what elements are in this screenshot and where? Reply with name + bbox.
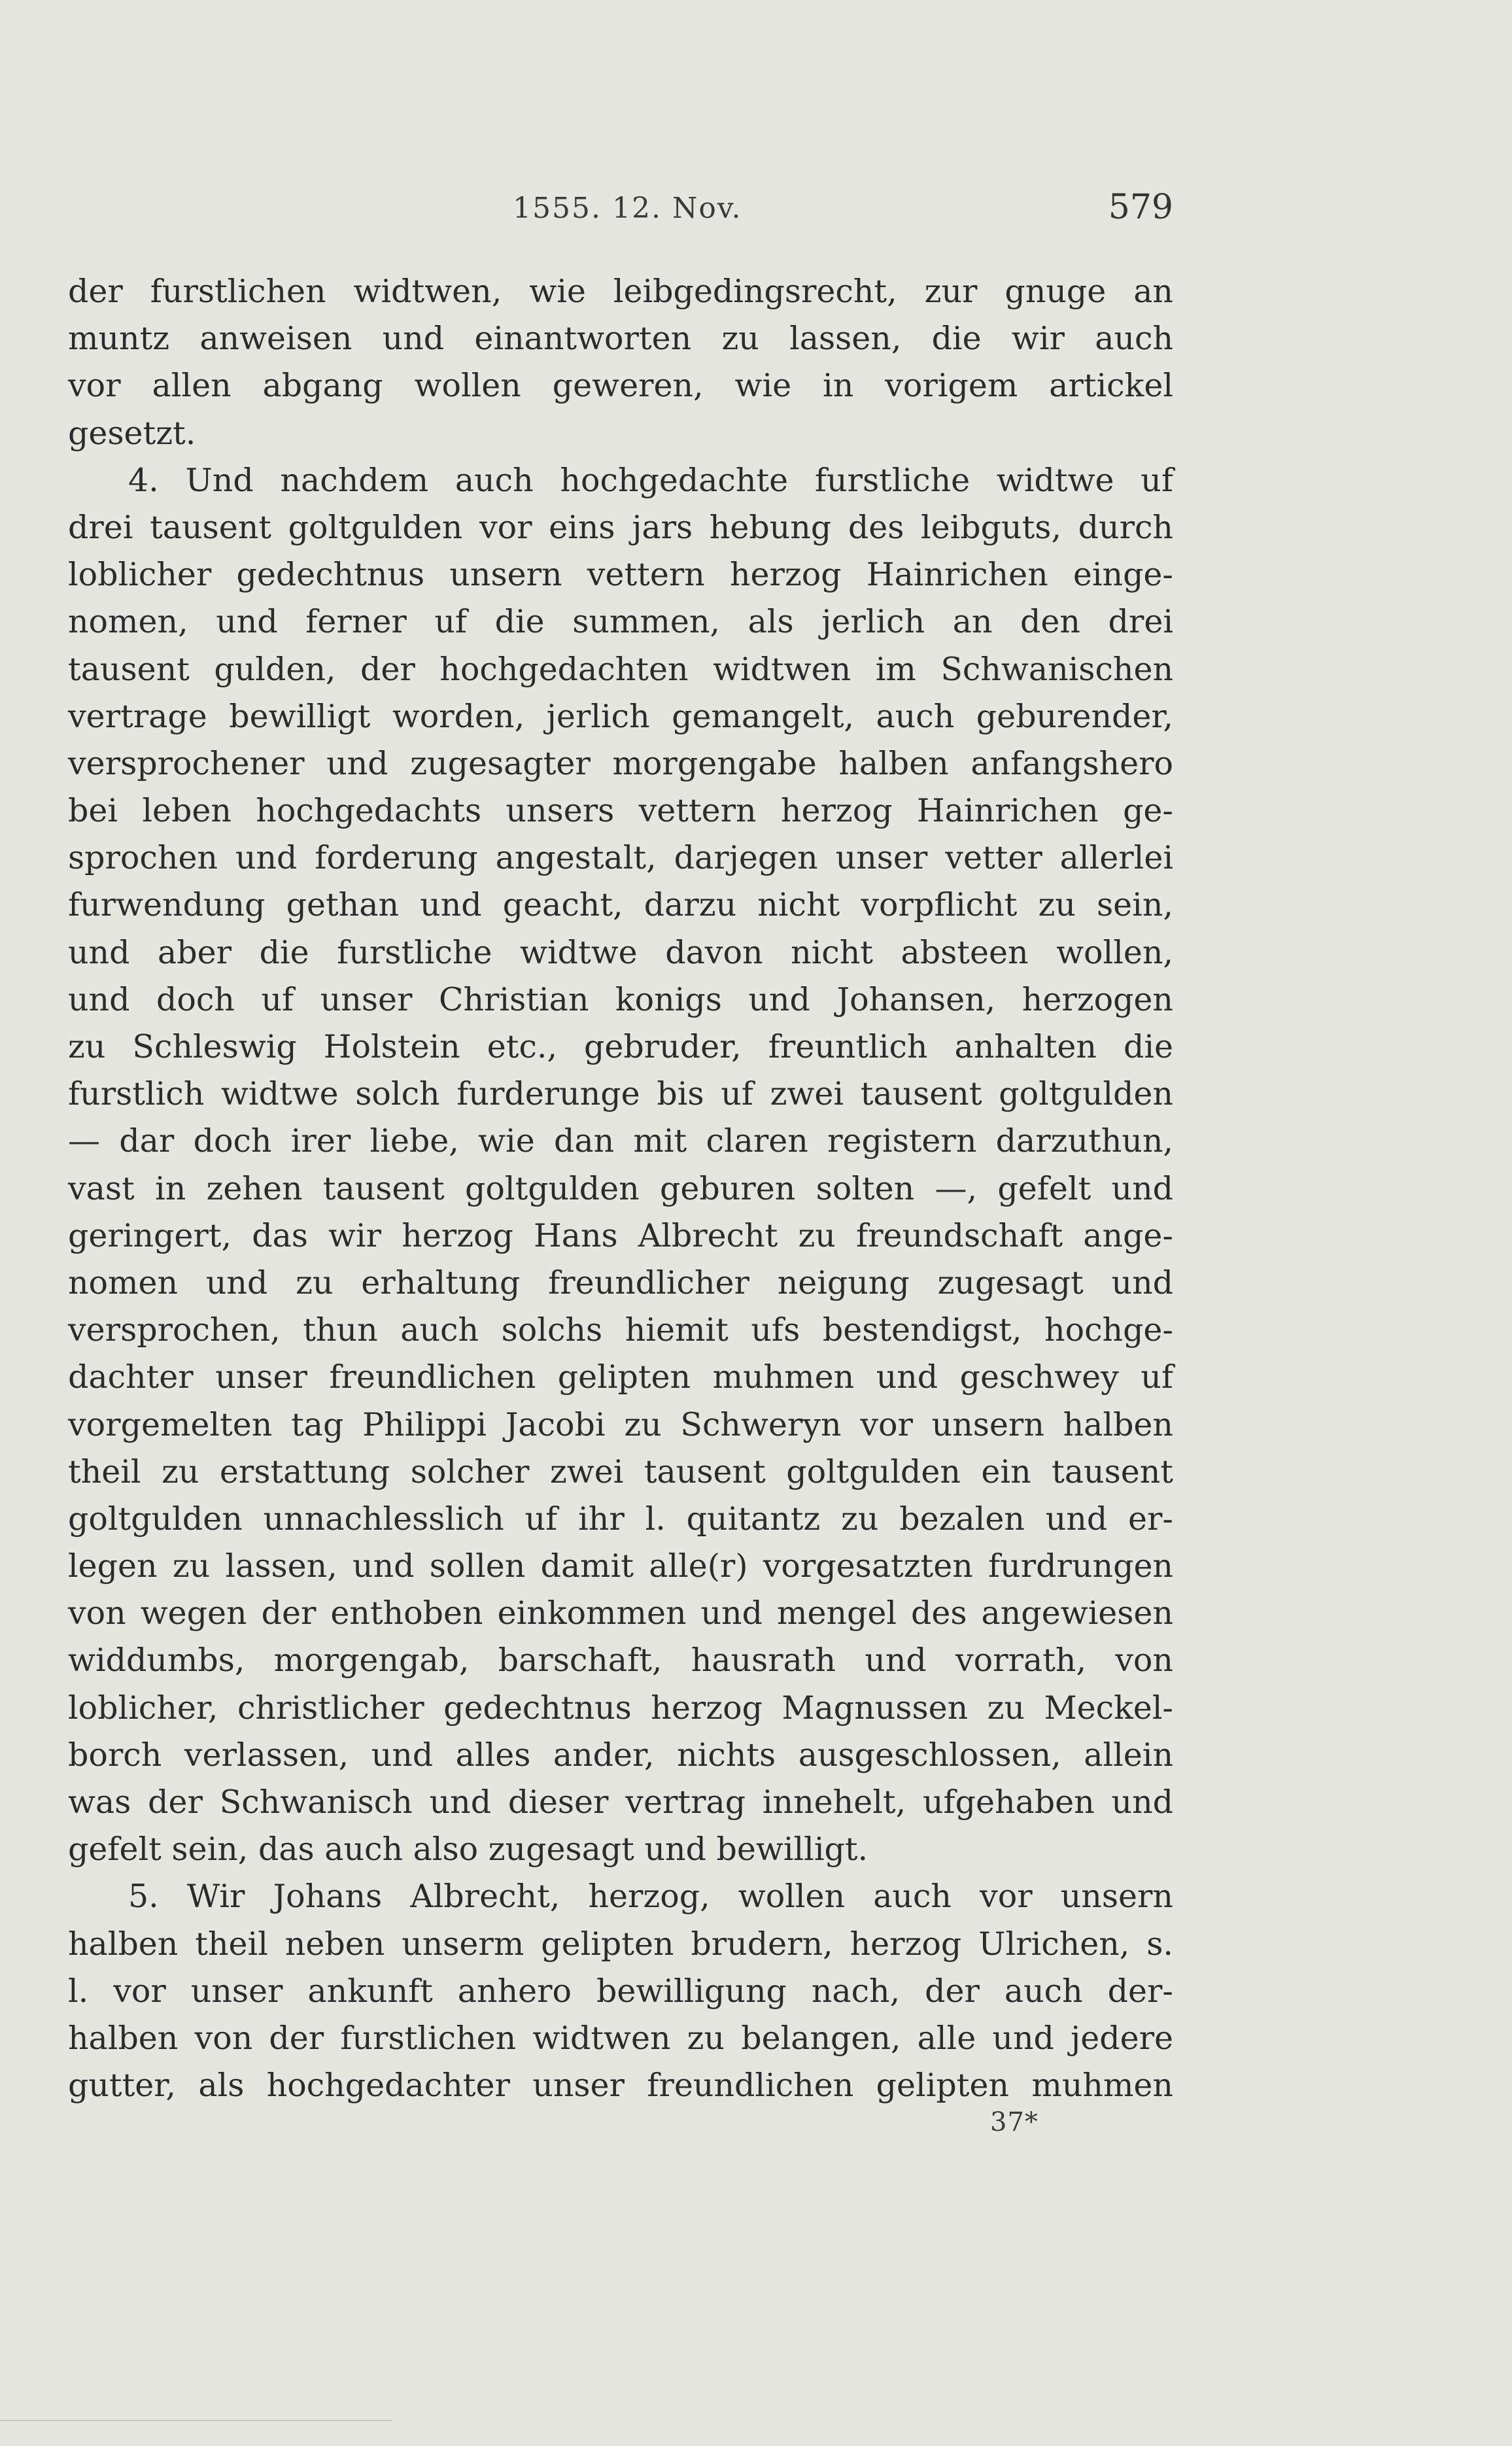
text-line: l. vor unser ankunft anhero bewilligung nach, der auch der- [68,1972,1173,2010]
text-line: gefelt sein, das auch also zugesagt und bewilligt. [68,1831,868,1869]
text-line: gutter, als hochgedachter unser freundlichen gelipten muhmen [68,2067,1173,2105]
text-line: halben theil neben unserm gelipten brudern, herzog Ulrichen, s. [68,1925,1173,1963]
text-line: theil zu erstattung solcher zwei tausent goltgulden ein tausent [68,1453,1173,1490]
text-line: geringert, das wir herzog Hans Albrecht zu freundschaft ange- [68,1216,1173,1254]
text-line: loblicher, christlicher gedechtnus herzog Magnussen zu Meckel- [68,1689,1173,1727]
text-line: goltgulden unnachlesslich uf ihr l. quitantz zu bezalen und er- [68,1500,1173,1538]
text-line: was der Schwanisch und dieser vertrag innehelt, ufgehaben und [68,1783,1173,1821]
text-line: tausent gulden, der hochgedachten widtwen im Schwanischen [68,650,1173,688]
text-line: loblicher gedechtnus unsern vettern herzog Hainrichen einge- [68,556,1173,594]
text-line: von wegen der enthoben einkommen und mengel des angewiesen [68,1594,1173,1632]
page-header [68,188,1173,237]
text-line: bei leben hochgedachts unsers vettern herzog Hainrichen ge- [68,792,1173,830]
text-line: furwendung gethan und geacht, darzu nicht vorpflicht zu sein, [68,886,1173,924]
text-line: widdumbs, morgengab, barschaft, hausrath und vorrath, von [68,1642,1173,1679]
text-line: halben von der furstlichen widtwen zu belangen, alle und jedere [68,2019,1173,2057]
sheet-signature: 37* [990,2107,1039,2137]
text-line: vertrage bewilligt worden, jerlich gemangelt, auch geburender, [68,697,1173,735]
text-line: versprochener und zugesagter morgengabe halben anfangshero [68,744,1173,782]
text-line: versprochen, thun auch solchs hiemit ufs bestendigst, hochge- [68,1311,1173,1349]
page-number: 579 [1108,188,1173,227]
page-edge-divider [0,2420,392,2421]
text-line: muntz anweisen und einantworten zu lassen, die wir auch [68,320,1173,358]
text-line: — dar doch irer liebe, wie dan mit claren registern darzuthun, [68,1122,1173,1160]
text-line: der furstlichen widtwen, wie leibgedingsrecht, zur gnuge an [68,273,1173,310]
text-line: nomen, und ferner uf die summen, als jerlich an den drei [68,603,1173,641]
text-line: legen zu lassen, und sollen damit alle(r) vorgesatzten furdrungen [68,1547,1173,1585]
text-line: vorgemelten tag Philippi Jacobi zu Schweryn vor unsern halben [68,1405,1173,1443]
text-line: drei tausent goltgulden vor eins jars hebung des leibguts, durch [68,508,1173,546]
paragraph-5-start: 5. Wir Johans Albrecht, herzog, wollen auch vor unsern [128,1878,1173,1916]
text-line: und doch uf unser Christian konigs und Johansen, herzogen [68,980,1173,1018]
running-head: 1555. 12. Nov. [513,192,742,225]
text-line: nomen und zu erhaltung freundlicher neigung zugesagt und [68,1264,1173,1301]
text-line: borch verlassen, und alles ander, nichts ausgeschlossen, allein [68,1736,1173,1774]
text-line: gesetzt. [68,414,196,452]
paragraph-4-start: 4. Und nachdem auch hochgedachte furstliche widtwe uf [128,461,1173,499]
text-line: zu Schleswig Holstein etc., gebruder, freuntlich anhalten die [68,1028,1173,1065]
text-line: und aber die furstliche widtwe davon nicht absteen wollen, [68,933,1173,971]
text-line: sprochen und forderung angestalt, darjegen unser vetter allerlei [68,839,1173,877]
text-line: vor allen abgang wollen geweren, wie in vorigem artickel [68,367,1173,405]
body-text [68,268,1173,2109]
text-line: vast in zehen tausent goltgulden geburen solten —, gefelt und [68,1169,1173,1207]
text-line: dachter unser freundlichen gelipten muhmen und geschwey uf [68,1358,1173,1396]
text-line: furstlich widtwe solch furderunge bis uf zwei tausent goltgulden [68,1075,1173,1113]
